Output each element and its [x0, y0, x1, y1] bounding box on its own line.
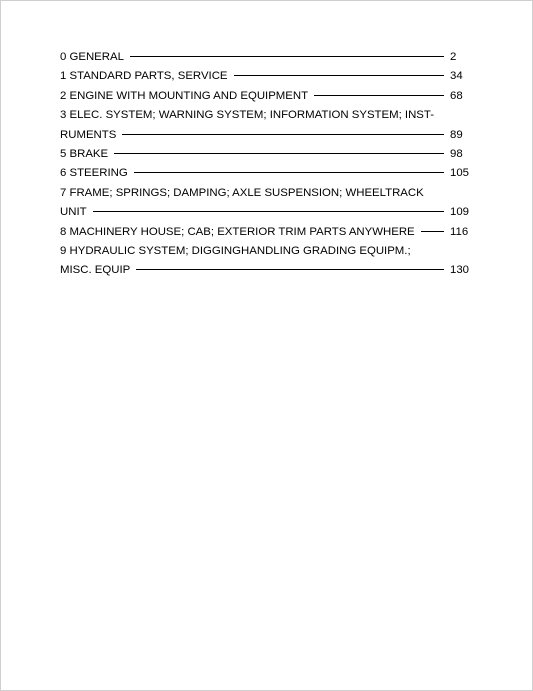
toc-page-number: 2: [450, 51, 457, 63]
toc-page-number: 98: [450, 147, 463, 160]
toc-leader-line: [314, 95, 444, 96]
toc-entry-electrical-system[interactable]: [60, 106, 470, 145]
toc-leader-line: [114, 153, 444, 154]
toc-leader-line: [93, 211, 444, 212]
toc-entry-title: 7 FRAME; SPRINGS; DAMPING; AXLE SUSPENSION; WHEELTRACK: [60, 186, 424, 199]
toc-leader-line: [234, 75, 444, 76]
toc-entry-title: 2 ENGINE WITH MOUNTING AND EQUIPMENT: [60, 89, 309, 102]
toc-page-number: 68: [450, 89, 463, 102]
toc-entry-title: 8 MACHINERY HOUSE; CAB; EXTERIOR TRIM PARTS ANYWHERE: [60, 225, 415, 238]
toc-leader-line: [421, 231, 444, 232]
toc-leader-line: [130, 56, 444, 57]
toc-leader-line: [122, 134, 444, 135]
toc-page-number: 116: [450, 225, 469, 238]
toc-entry-frame[interactable]: [60, 184, 470, 223]
toc-entry-standard-parts[interactable]: [60, 67, 470, 86]
toc-entry-title-continued: RUMENTS: [60, 128, 117, 141]
toc-page-number: 130: [450, 264, 470, 277]
toc-entry-title: 3 ELEC. SYSTEM; WARNING SYSTEM; INFORMATION SYSTEM; INST-: [60, 109, 435, 122]
toc-entry-title-continued: UNIT: [60, 206, 87, 219]
toc-page-number: 34: [450, 70, 463, 83]
toc-entry-title: 5 BRAKE: [60, 147, 109, 160]
toc-entry-title-continued: MISC. EQUIP: [60, 264, 131, 277]
toc-leader-line: [136, 269, 444, 270]
toc-page-number: 89: [450, 128, 463, 141]
toc-entry-engine[interactable]: [60, 87, 470, 106]
table-of-contents: [60, 48, 470, 281]
toc-entry-general[interactable]: [60, 48, 470, 67]
toc-entry-title: 6 STEERING: [60, 167, 128, 180]
toc-entry-steering[interactable]: [60, 164, 470, 183]
toc-page-number: 105: [450, 167, 470, 180]
toc-entry-machinery-house[interactable]: [60, 223, 470, 242]
toc-page-number: 109: [450, 206, 470, 219]
toc-entry-title: 1 STANDARD PARTS, SERVICE: [60, 70, 228, 83]
toc-entry-title: 0 GENERAL: [60, 51, 124, 63]
toc-entry-title: 9 HYDRAULIC SYSTEM; DIGGINGHANDLING GRADING EQUIPM.;: [60, 244, 411, 257]
toc-entry-brake[interactable]: [60, 145, 470, 164]
toc-entry-hydraulic-system[interactable]: [60, 242, 470, 281]
toc-leader-line: [134, 172, 444, 173]
